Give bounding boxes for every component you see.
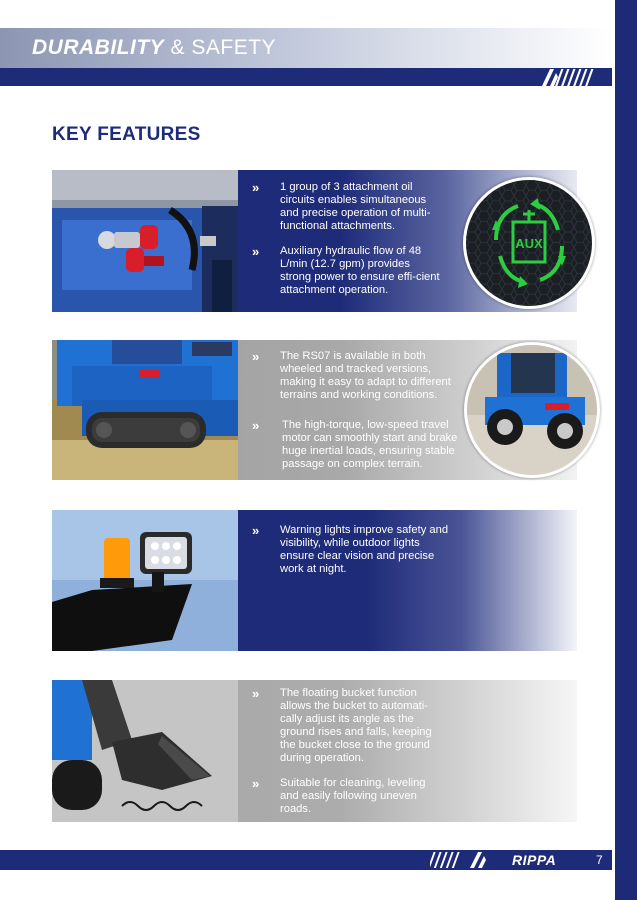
hydraulic-couplers-photo	[52, 170, 238, 312]
floating-bucket-photo	[52, 680, 238, 822]
feature-text: Warning lights improve safety and visibility, while outdoor lights ensure clear vision and precise work at night.	[280, 524, 449, 575]
tracked-loader-photo	[52, 340, 238, 480]
warning-lights-photo	[52, 510, 238, 651]
header-title-bold: DURABILITY	[32, 36, 165, 59]
footer-brand-logo: RIPPA	[512, 852, 557, 868]
aux-hydraulics-icon-circle	[463, 177, 595, 309]
aux-label: AUX	[515, 236, 543, 251]
section-title: KEY FEATURES	[52, 124, 201, 145]
bullet-chevron-icon: »	[252, 418, 257, 433]
page-header-title	[32, 36, 276, 60]
header-title-rest: & SAFETY	[170, 36, 277, 59]
feature-text: The RS07 is available in both wheeled and tracked versions, making it easy to adapt to different terrains and working conditions.	[280, 350, 451, 401]
aux-hydraulics-icon	[466, 180, 592, 306]
feature-text: The floating bucket function allows the bucket to automati-cally adjust its angle as the ground rises and falls, keeping the bucket close to the ground during operation.	[280, 687, 432, 764]
bullet-chevron-icon: »	[252, 349, 257, 364]
wheeled-loader-image	[467, 345, 597, 475]
brand-stripes-icon	[540, 67, 596, 87]
bullet-chevron-icon: »	[252, 244, 257, 259]
feature-text: Suitable for cleaning, leveling and easily following uneven roads.	[280, 777, 426, 815]
feature-text: Auxiliary hydraulic flow of 48 L/min (12.7 gpm) provides strong power to ensure effi-cient attachment operation.	[280, 245, 440, 296]
bullet-chevron-icon: »	[252, 776, 257, 791]
wheeled-loader-circle	[464, 342, 600, 478]
bullet-chevron-icon: »	[252, 686, 257, 701]
right-edge-stripe	[615, 0, 637, 900]
feature-text: 1 group of 3 attachment oil circuits enables simultaneous and precise operation of multi-functional attachments.	[280, 181, 431, 232]
bullet-chevron-icon: »	[252, 180, 257, 195]
footer-stripes-icon	[430, 851, 508, 869]
header-bar	[0, 68, 612, 86]
page-number: 7	[596, 853, 603, 867]
bullet-chevron-icon: »	[252, 523, 257, 538]
feature-text: The high-torque, low-speed travel motor can smoothly start and brake huge inertial loads, ensuring stable passage on complex terrain.	[282, 419, 458, 470]
